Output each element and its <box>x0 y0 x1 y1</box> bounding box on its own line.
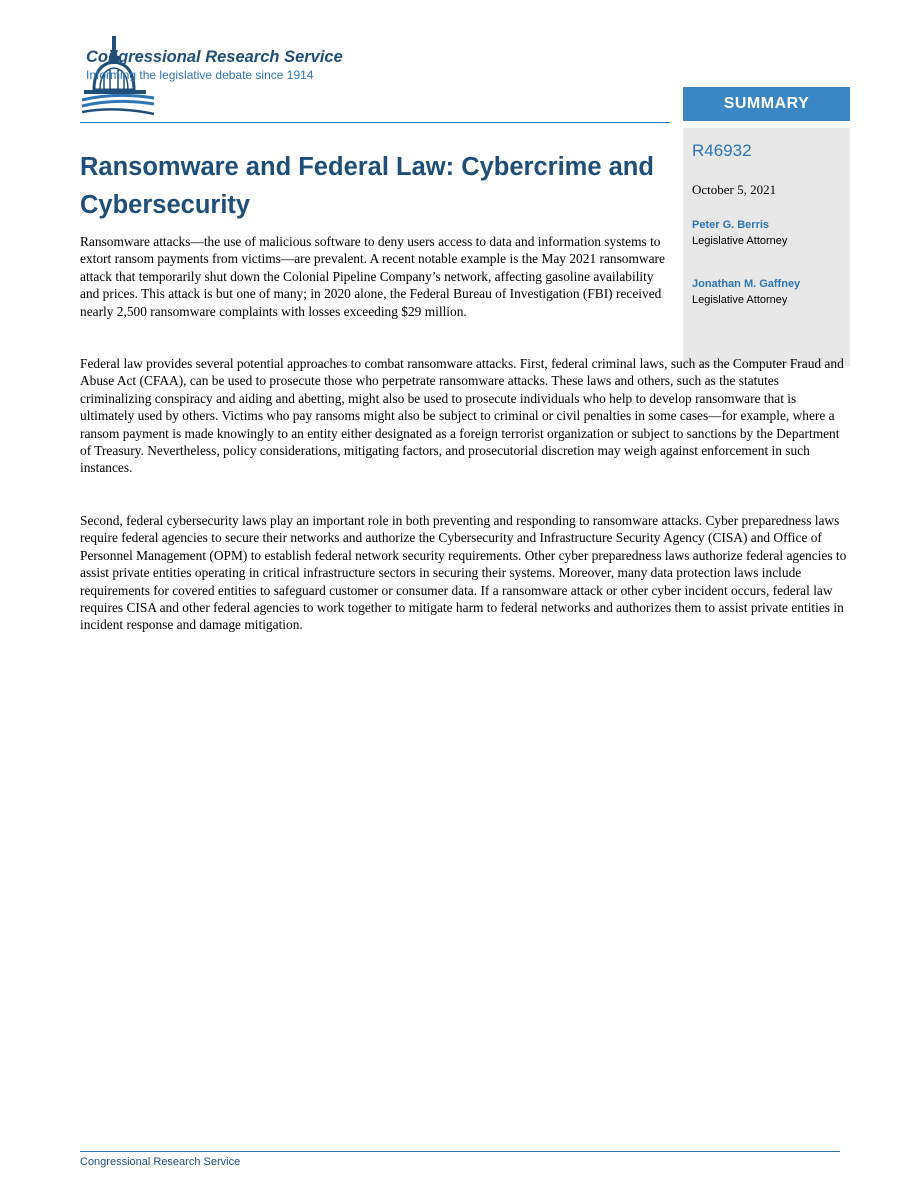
body-paragraph: Ransomware attacks—the use of malicious software to deny users access to data and information systems to extort ransom payments from victims—are prevalent. A recent notable example is the May 2021 ransomware attack that temporarily shut down the Colonial Pipeline Company’s network, affecting gasoline availability and prices. This attack is but one of many; in 2020 alone, the Federal Bureau of Investigation (FBI) received nearly 2,500 ransomware complaints with losses exceeding $29 million. <box>80 234 665 319</box>
author-name: Peter G. Berris <box>692 219 770 231</box>
report-number: R46932 <box>692 141 752 160</box>
header-divider <box>80 122 670 123</box>
footer-divider <box>80 1151 840 1152</box>
org-name: Congressional Research Service <box>86 48 343 66</box>
page-title: Ransomware and Federal Law: Cybercrime and Cybersecurity <box>80 153 654 219</box>
author-title: Legislative Attorney <box>692 294 788 306</box>
report-date: October 5, 2021 <box>692 182 777 197</box>
summary-header: SUMMARY <box>683 87 850 121</box>
body-paragraph: Second, federal cybersecurity laws play an important role in both preventing and responding to ransomware attacks. Cyber preparedness laws require federal agencies to secure their networks and authorize the Cybersecurity and Infrastructure Security Agency (CISA) and Office of Personnel Management (OPM) to establish federal network security requirements. Other cyber preparedness laws authorize federal agencies to assist private entities operating in critical infrastructure sectors in securing their systems. Moreover, many data protection laws include requirements for covered entities to safeguard customer or consumer data. If a ransomware attack or other cyber incident occurs, federal law requires CISA and other federal agencies to work together to mitigate harm to federal networks and authorizes them to assist private entities in incident response and damage mitigation. <box>80 513 847 633</box>
author-name: Jonathan M. Gaffney <box>692 278 801 290</box>
org-tagline: Informing the legislative debate since 1914 <box>86 68 314 82</box>
summary-panel <box>683 128 850 366</box>
body-paragraph: Federal law provides several potential approaches to combat ransomware attacks. First, federal criminal laws, such as the Computer Fraud and Abuse Act (CFAA), can be used to prosecute those who perpetrate ransomware attacks. These laws and others, such as the statutes criminalizing conspiracy and aiding and abetting, might also be used to prosecute individuals who help to develop ransomware that is ultimately used by others. Victims who pay ransoms might also be subject to criminal or civil penalties in some cases—for example, where a ransom payment is made knowingly to an entity either designated as a foreign terrorist organization or subject to sanctions by the Department of Treasury. Nevertheless, policy considerations, mitigating factors, and prosecutorial discretion may weigh against enforcement in such instances. <box>80 356 844 476</box>
author-title: Legislative Attorney <box>692 235 788 247</box>
footer-text: Congressional Research Service <box>80 1156 241 1168</box>
